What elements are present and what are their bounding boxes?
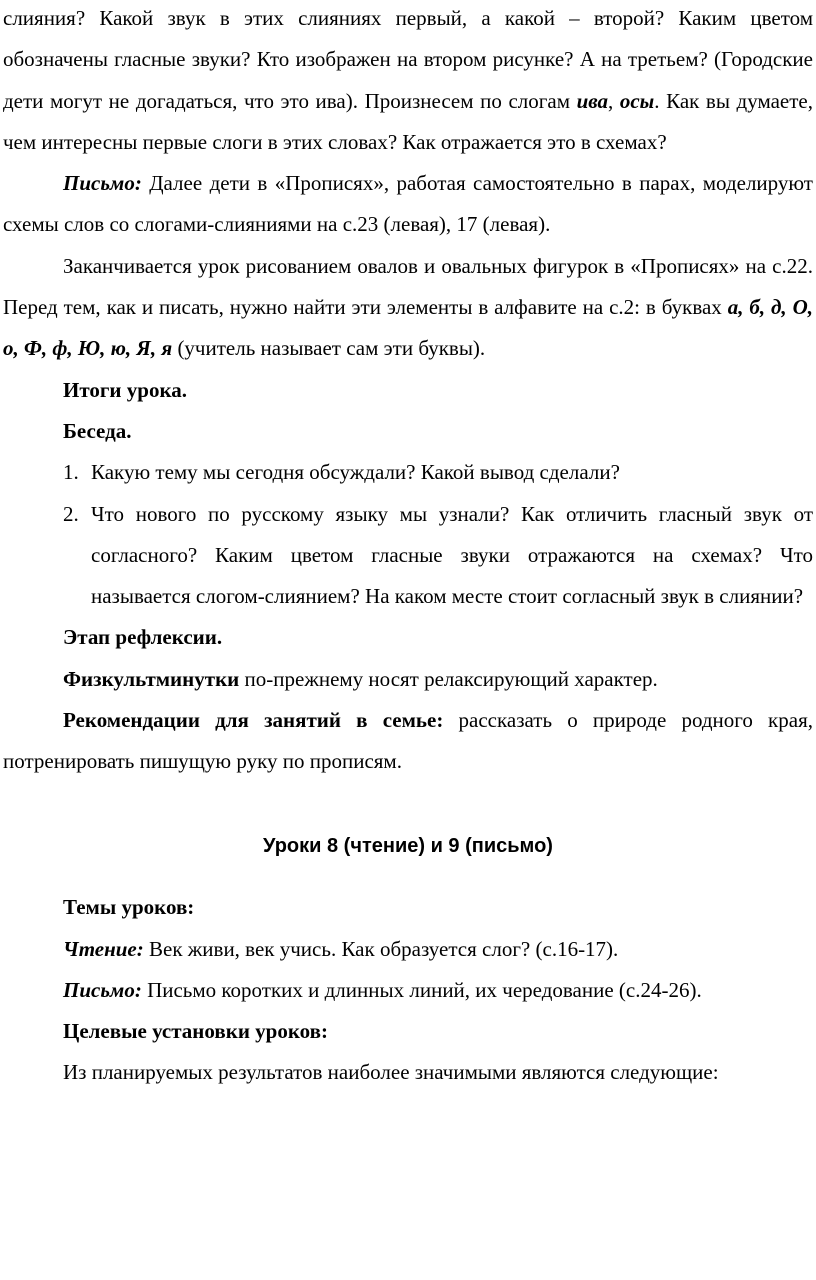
list-text: Что нового по русскому языку мы узнали? Как отличить гласный звук от согласного? Каким цветом гласные звуки отражаются на схемах? Что называется слогом-слиянием? На каком месте стоит согласный звук в слиянии? <box>91 501 813 609</box>
text-run: слияния? Какой звук в этих слияниях первый, а какой – второй? Каким цветом обозначены гласные звуки? Кто изображен на втором рисунке? А на третьем? (Городские дети могут не догадаться, что это ива). Произнесем по слогам <box>3 6 813 113</box>
text-run: . Как вы думаете, чем интересны первые слоги в этих словах? Как отражается это в схемах? <box>3 88 813 154</box>
word-iva: ива <box>576 88 608 113</box>
paragraph-writing-task <box>3 163 813 246</box>
word-osy: осы <box>619 88 655 113</box>
list-number: 2. <box>63 501 79 526</box>
paragraph-writing-topic <box>3 970 813 1011</box>
heading-goals <box>3 1011 813 1052</box>
text-run: Далее дети в «Прописях», работая самостоятельно в парах, моделируют схемы слов со слогами-слияниями на с.23 (левая), 17 (левая). <box>3 171 813 237</box>
spacer <box>3 867 813 887</box>
lesson-heading: Уроки 8 (чтение) и 9 (письмо) <box>263 834 553 857</box>
heading-summary <box>3 370 813 411</box>
heading-summary-text: Итоги урока. <box>63 377 187 402</box>
paragraph-recommendations <box>3 700 813 783</box>
text-run: , <box>608 88 620 113</box>
label-recommendations: Рекомендации для занятий в семье: <box>63 708 444 733</box>
paragraph-fizkult <box>3 659 813 700</box>
label-fizkult: Физкультминутки <box>63 666 240 691</box>
list-number: 1. <box>63 460 79 485</box>
heading-reflection <box>3 617 813 658</box>
heading-topics-text: Темы уроков: <box>63 895 195 920</box>
heading-talk-text: Беседа. <box>63 418 132 443</box>
paragraph-intro-questions <box>3 0 813 163</box>
label-reading: Чтение: <box>63 936 144 961</box>
paragraph-reading-topic <box>3 929 813 970</box>
text-run: по-прежнему носят релаксирующий характер. <box>239 666 658 691</box>
questions-list <box>3 452 813 617</box>
text-run: рассказать о природе родного края, потренировать пишущую руку по прописям. <box>3 708 813 774</box>
heading-goals-text: Целевые установки уроков: <box>63 1019 328 1044</box>
text-run: Заканчивается урок рисованием овалов и овальных фигурок в «Прописях» на с.22. Перед тем, как и писать, нужно найти эти элементы в алфавите на с.2: в буквах <box>3 253 813 320</box>
text-run: Письмо коротких и длинных линий, их чередование (с.24-26). <box>141 977 702 1002</box>
heading-talk <box>3 411 813 452</box>
letters-list: а, б, д, О, о, Ф, ф, Ю, ю, Я, я <box>3 295 813 361</box>
spacer <box>3 783 813 824</box>
label-writing-topic: Письмо: <box>63 977 142 1002</box>
text-run: (учитель называет сам эти буквы). <box>172 336 486 361</box>
list-item <box>3 452 813 493</box>
list-item <box>3 494 813 618</box>
list-text: Какую тему мы сегодня обсуждали? Какой вывод сделали? <box>91 460 620 485</box>
paragraph-goals: Из планируемых результатов наиболее значимыми являются следующие: <box>63 1060 719 1085</box>
heading-topics <box>3 887 813 928</box>
text-run: Век живи, век учись. Как образуется слог? (с.16-17). <box>143 936 619 961</box>
paragraph-ovals <box>3 246 813 370</box>
label-writing: Письмо: <box>63 171 142 196</box>
heading-reflection-text: Этап рефлексии. <box>63 625 223 650</box>
